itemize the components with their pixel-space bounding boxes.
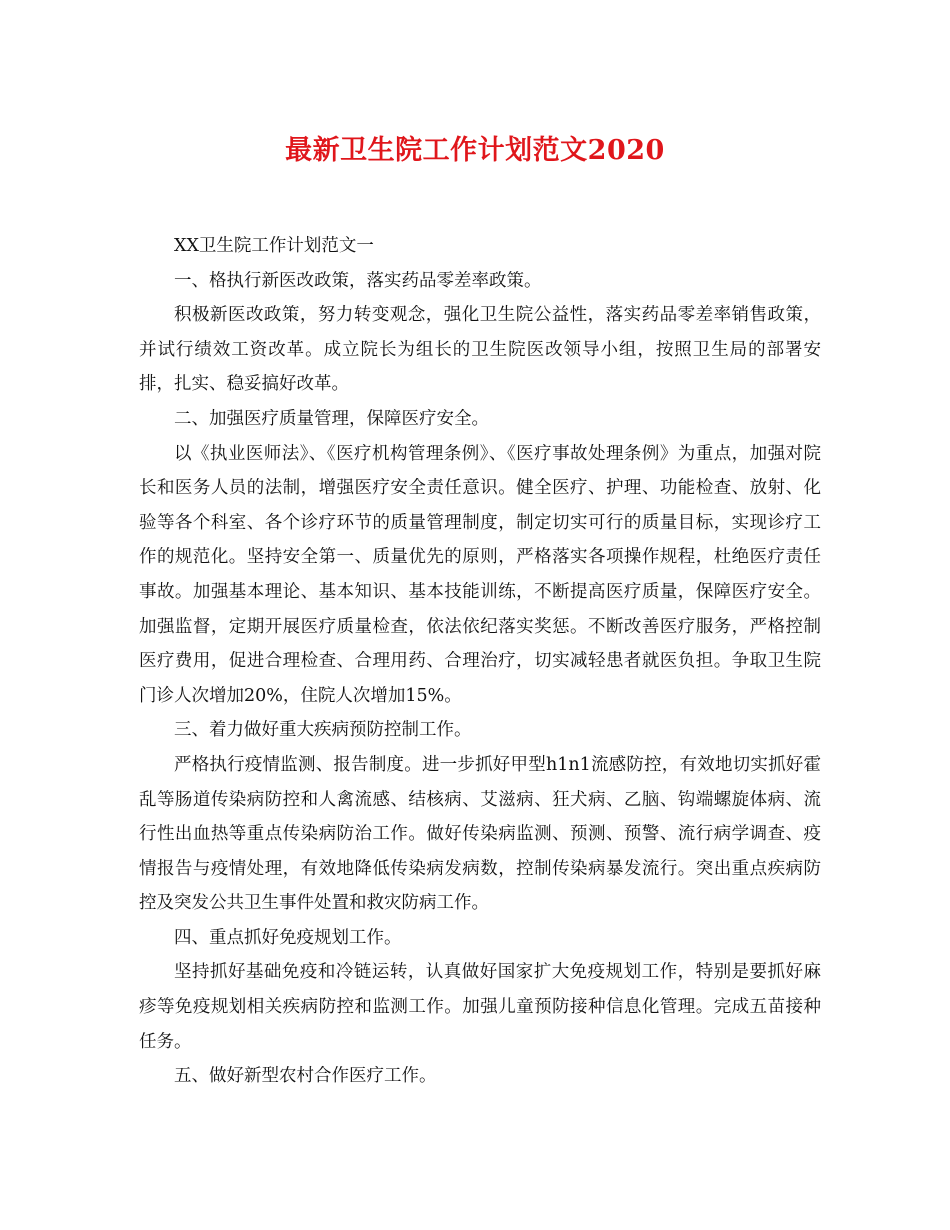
paragraph: 一、格执行新医改政策，落实药品零差率政策。 xyxy=(174,270,542,291)
paragraph: 严格执行疫情监测、报告制度。进一步抓好甲型h1n1流感防控，有效地切实抓好霍乱等肠道传染病防控和人禽流感、结核病、艾滋病、狂犬病、乙脑、钩端螺旋体病、流行性出血热等重点传染病防治工作。做好传染病监测、预测、预警、流行病学调查、疫情报告与疫情处理，有效地降低传染病发病数，控制传染病暴发流行。突出重点疾病防控及突发公共卫生事件处置和救灾防病工作。 xyxy=(139,754,821,914)
paragraph: 三、着力做好重大疾病预防控制工作。 xyxy=(174,720,472,741)
paragraph: 五、做好新型农村合作医疗工作。 xyxy=(174,1066,437,1087)
paragraph: 四、重点抓好免疫规划工作。 xyxy=(174,927,402,948)
paragraph: 以《执业医师法》、《医疗机构管理条例》、《医疗事故处理条例》为重点，加强对院长和医务人员的法制，增强医疗安全责任意识。健全医疗、护理、功能检查、放射、化验等各个科室、各个诊疗环节的质量管理制度，制定切实可行的质量目标，实现诊疗工作的规范化。坚持安全第一、质量优先的原则，严格落实各项操作规程，杜绝医疗责任事故。加强基本理论、基本知识、基本技能训练，不断提高医疗质量，保障医疗安全。加强监督，定期开展医疗质量检查，依法依纪落实奖惩。不断改善医疗服务，严格控制医疗费用，促进合理检查、合理用药、合理治疗，切实减轻患者就医负担。争取卫生院门诊人次增加20%，住院人次增加15%。 xyxy=(139,443,821,706)
paragraph: 积极新医改政策，努力转变观念，强化卫生院公益性，落实药品零差率销售政策，并试行绩效工资改革。成立院长为组长的卫生院医改领导小组，按照卫生局的部署安排，扎实、稳妥搞好改革。 xyxy=(139,305,821,395)
document-body xyxy=(139,229,821,1094)
paragraph: XX卫生院工作计划范文一 xyxy=(174,236,374,256)
paragraph: 坚持抓好基础免疫和冷链运转，认真做好国家扩大免疫规划工作，特别是要抓好麻疹等免疫规划相关疾病防控和监测工作。加强儿童预防接种信息化管理。完成五苗接种任务。 xyxy=(139,962,821,1052)
paragraph: 二、加强医疗质量管理，保障医疗安全。 xyxy=(174,408,489,429)
document-title: 最新卫生院工作计划范文2020 xyxy=(285,135,665,166)
